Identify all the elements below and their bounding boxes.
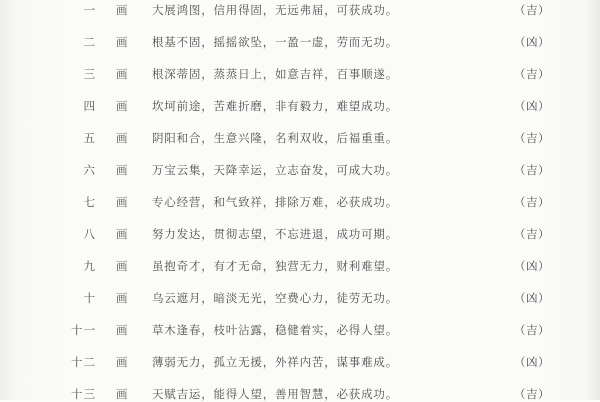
row-index: 八 — [83, 227, 96, 241]
row-mark: 画 — [116, 195, 128, 209]
table-row — [0, 354, 600, 386]
row-text: 天赋吉运，能得人望，善用智慧，必获成功。 — [152, 387, 398, 401]
row-mark: 画 — [116, 227, 128, 241]
row-text: 坎坷前途，苦难折磨，非有毅力，难望成功。 — [152, 99, 398, 113]
row-text: 草木逢春，枝叶沾露，稳健着实，必得人望。 — [152, 323, 398, 337]
row-index: 十一 — [71, 323, 96, 337]
row-index: 十 — [83, 291, 96, 305]
row-text: 根基不固，摇摇欲坠，一盈一虚，劳而无功。 — [152, 35, 398, 49]
row-mark: 画 — [116, 355, 128, 369]
row-index: 六 — [83, 163, 96, 177]
row-text: 虽抱奇才，有才无命，独营无力，财利难望。 — [152, 259, 398, 273]
row-mark: 画 — [116, 163, 128, 177]
row-text: 大展鸿图，信用得固，无远弗届，可获成功。 — [152, 3, 398, 17]
row-text: 乌云遮月，暗淡无光，空费心力，徒劳无功。 — [152, 291, 398, 305]
row-omen: （吉） — [514, 227, 550, 241]
row-omen: （凶） — [514, 35, 550, 49]
row-omen: （吉） — [514, 195, 550, 209]
row-mark: 画 — [116, 99, 128, 113]
row-index: 十三 — [71, 387, 96, 401]
row-index: 七 — [83, 195, 96, 209]
row-omen: （凶） — [514, 99, 550, 113]
table-row — [0, 226, 600, 258]
row-omen: （吉） — [514, 131, 550, 145]
row-text: 薄弱无力，孤立无援，外祥内苦，谋事难成。 — [152, 355, 398, 369]
row-omen: （吉） — [514, 67, 550, 81]
row-omen: （吉） — [514, 3, 550, 17]
row-text: 阴阳和合，生意兴隆，名利双收，后福重重。 — [152, 131, 398, 145]
row-index: 二 — [83, 35, 96, 49]
table-row — [0, 2, 600, 34]
table-row — [0, 162, 600, 194]
row-omen: （凶） — [514, 291, 550, 305]
row-text: 根深蒂固，蒸蒸日上，如意吉祥，百事顺遂。 — [152, 67, 398, 81]
row-text: 专心经营，和气致祥，排除万难，必获成功。 — [152, 195, 398, 209]
row-omen: （凶） — [514, 355, 550, 369]
row-omen: （凶） — [514, 259, 550, 273]
row-mark: 画 — [116, 131, 128, 145]
table-row — [0, 258, 600, 290]
row-omen: （吉） — [514, 387, 550, 401]
row-omen: （吉） — [514, 163, 550, 177]
row-mark: 画 — [116, 387, 128, 401]
row-mark: 画 — [116, 35, 128, 49]
row-mark: 画 — [116, 323, 128, 337]
table-row — [0, 194, 600, 226]
table-row — [0, 130, 600, 162]
table-row — [0, 34, 600, 66]
row-index: 十二 — [71, 355, 96, 369]
table-row — [0, 66, 600, 98]
row-omen: （吉） — [514, 323, 550, 337]
row-index: 四 — [83, 99, 96, 113]
row-index: 一 — [83, 3, 96, 17]
table-row — [0, 98, 600, 130]
table-row — [0, 322, 600, 354]
row-index: 九 — [83, 259, 96, 273]
row-mark: 画 — [116, 67, 128, 81]
row-index: 三 — [83, 67, 96, 81]
row-mark: 画 — [116, 3, 128, 17]
row-mark: 画 — [116, 291, 128, 305]
table-row — [0, 290, 600, 322]
row-mark: 画 — [116, 259, 128, 273]
row-text: 努力发达，贯彻志望，不忘进退，成功可期。 — [152, 227, 398, 241]
row-text: 万宝云集，天降幸运，立志奋发，可成大功。 — [152, 163, 398, 177]
row-index: 五 — [83, 131, 96, 145]
